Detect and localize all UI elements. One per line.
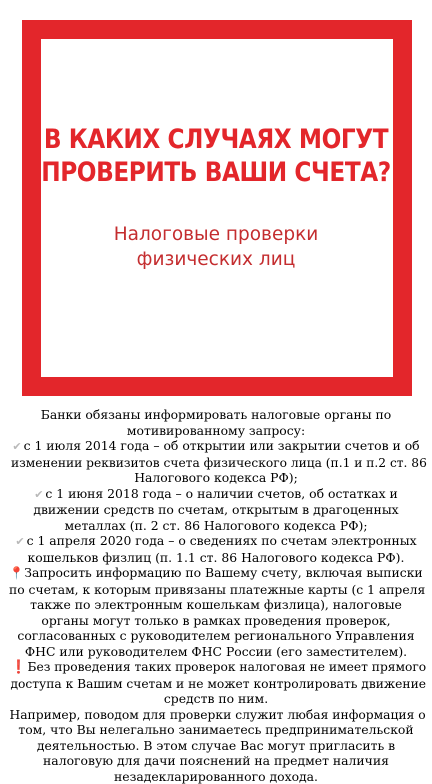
bullet-line: ✔ с 1 июня 2018 года – о наличии счетов, об остатках и [8,486,424,503]
text-line: деятельностью. В этом случае Вас могут пригласить в [8,738,424,754]
bullet-line: ✔ с 1 апреля 2020 года – о сведениях по счетам электронных [8,533,424,550]
text-line: доступа к Вашим счетам и не может контролировать движение [10,676,421,692]
pin-line: 📍Запросить информацию по Вашему счету, включая выписки [8,565,424,582]
text-line: незадекларированного дохода. [8,769,424,784]
subhead-line-2: физических лиц [0,247,432,272]
headline-line-1: В КАКИХ СЛУЧАЯХ МОГУТ [30,123,402,156]
subhead-line-1: Налоговые проверки [0,222,432,247]
text-line: налоговую для дачи пояснений на предмет наличия [8,753,424,769]
text-line: изменении реквизитов счета физического лица (п.1 и п.2 ст. 86 [11,455,421,471]
check-icon: ✔ [12,440,21,453]
text-line: металлах (п. 2 ст. 86 Налогового кодекса РФ); [8,518,424,534]
headline-line-2: ПРОВЕРИТЬ ВАШИ СЧЕТА? [30,156,402,189]
text-line: также по электронным кошелькам физлица), налоговые [8,597,424,613]
exclamation-icon: ❗ [10,660,26,675]
text-line: согласованных с руководителем регионального Управления [8,628,424,644]
text-line: движении средств по счетам, открытым в драгоценных [8,502,424,518]
poster-headline [30,123,402,189]
check-icon: ✔ [34,488,43,501]
text-line: Например, поводом для проверки служит любая информация о [9,707,422,723]
check-icon: ✔ [15,535,24,548]
text-line: средств по ним. [8,691,424,707]
text-line: Банки обязаны информировать налоговые органы по [8,407,424,423]
bullet-line: ✔ с 1 июля 2014 года – об открытии или закрытии счетов и об [8,438,424,455]
text-line: по счетам, к которым привязаны платежные карты (с 1 апреля [9,582,423,598]
warning-line: ❗Без проведения таких проверок налоговая не имеет прямого [10,659,421,676]
pin-icon: 📍 [9,566,24,580]
text-line: Налогового кодекса РФ); [8,470,424,486]
text-line: органы могут только в рамках проведения проверок, [8,613,424,629]
red-frame-border [22,20,412,396]
text-line: мотивированному запросу: [8,423,424,439]
article-text [8,407,424,784]
text-line: кошельков физлиц (п. 1.1 ст. 86 Налогового кодекса РФ). [8,550,424,566]
text-line: том, что Вы нелегально занимаетесь предпринимательской [8,722,424,738]
poster-subheading [0,222,432,272]
text-line: ФНС или руководителем ФНС России (его заместителем). [8,644,424,660]
